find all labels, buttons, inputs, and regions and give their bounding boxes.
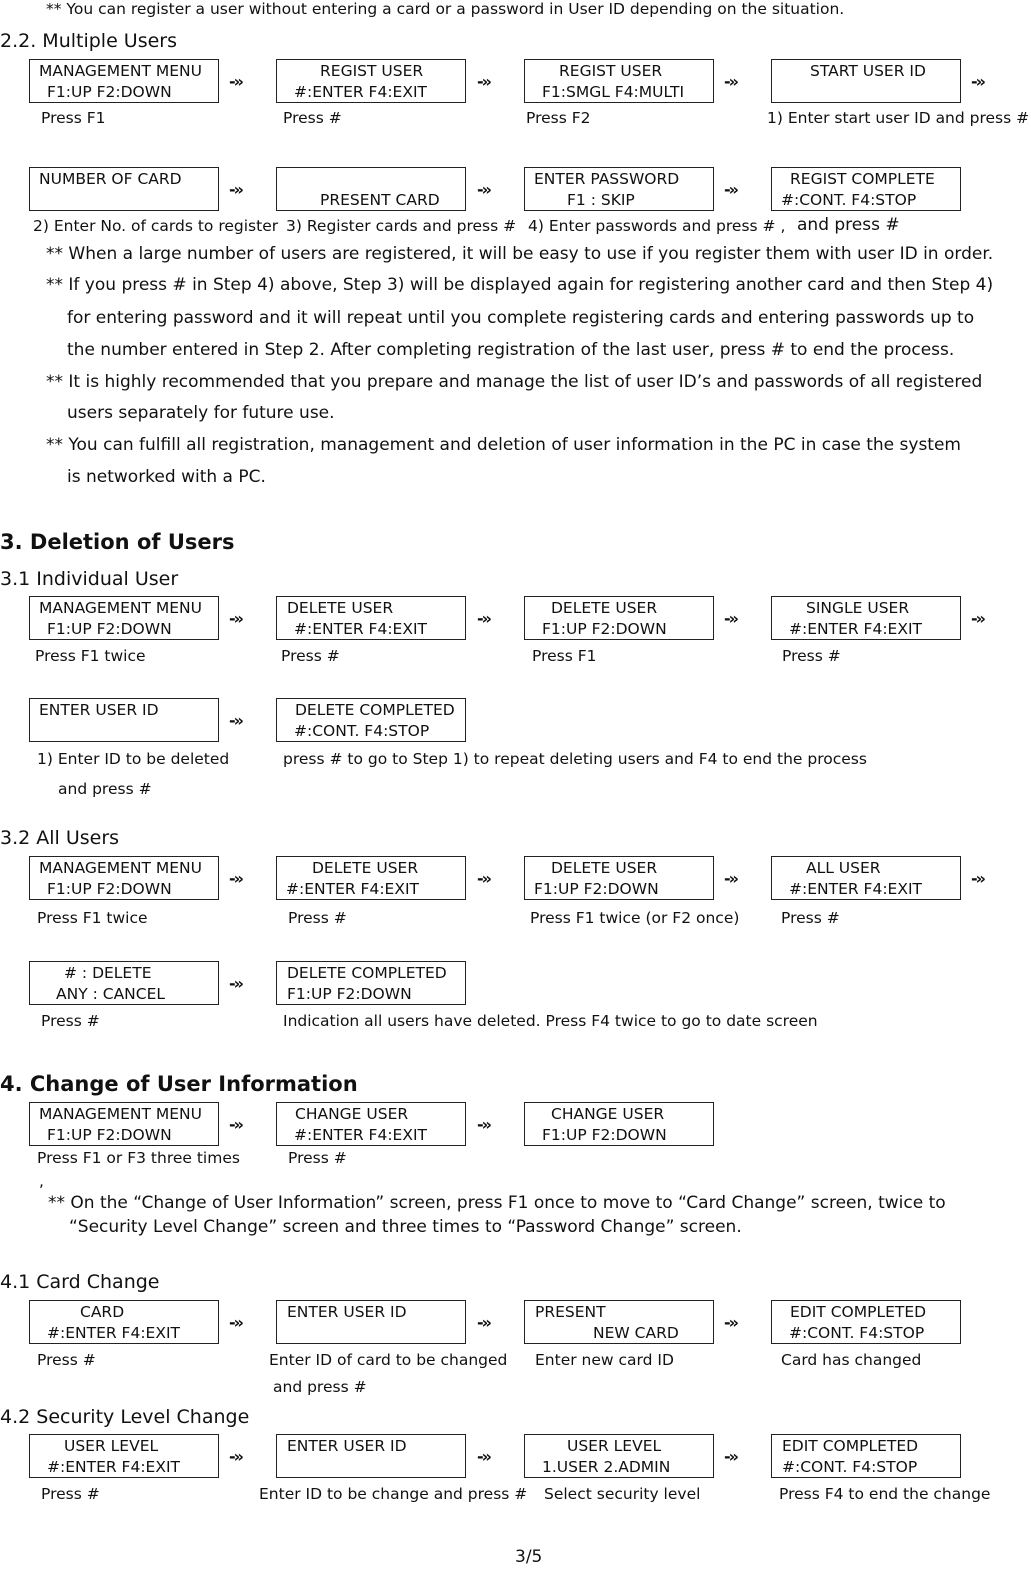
stray-mark: ,: [39, 1172, 44, 1190]
lcd-line2: #:ENTER F4:EXIT: [294, 83, 428, 101]
lcd-line1: NUMBER OF CARD: [39, 170, 182, 188]
lcd-screen: [29, 698, 219, 742]
lcd-line2: #:ENTER F4:EXIT: [47, 1324, 181, 1342]
arrow-icon: -»: [477, 1447, 490, 1466]
lcd-line2: #:CONT. F4:STOP: [781, 191, 917, 209]
step-caption: and press #: [58, 780, 152, 798]
top-note: ** You can register a user without entering a card or a password in User ID depending on the situation.: [46, 0, 845, 18]
lcd-line2: #:ENTER F4:EXIT: [789, 880, 923, 898]
arrow-icon: -»: [971, 609, 984, 628]
lcd-line2: #:ENTER F4:EXIT: [294, 1126, 428, 1144]
arrow-icon: -»: [477, 72, 490, 91]
lcd-screen: [276, 961, 466, 1005]
step-caption: Enter ID to be change and press #: [259, 1485, 528, 1503]
step-caption: 2) Enter No. of cards to register: [33, 217, 279, 235]
arrow-icon: -»: [724, 1447, 737, 1466]
step-caption: Press #: [288, 909, 347, 927]
lcd-screen: [771, 167, 961, 211]
lcd-line1: ENTER USER ID: [287, 1303, 407, 1321]
note-line: ** When a large number of users are registered, it will be easy to use if you register them with user ID in order.: [46, 244, 994, 264]
step-caption: Select security level: [544, 1485, 701, 1503]
arrow-icon: -»: [724, 72, 737, 91]
note-line: ** On the “Change of User Information” screen, press F1 once to move to “Card Change” screen, twice to: [48, 1193, 946, 1213]
lcd-screen: [276, 596, 466, 640]
arrow-icon: -»: [229, 711, 242, 730]
lcd-line2: ANY : CANCEL: [56, 985, 166, 1003]
lcd-line1: EDIT COMPLETED: [782, 1437, 919, 1455]
lcd-line2: F1:SMGL F4:MULTI: [542, 83, 685, 101]
lcd-screen: [276, 59, 466, 103]
lcd-line1: REGIST USER: [320, 62, 424, 80]
lcd-line1: MANAGEMENT MENU: [39, 859, 202, 877]
lcd-screen: [276, 167, 466, 211]
lcd-line1: USER LEVEL: [567, 1437, 662, 1455]
note-line: ** It is highly recommended that you prepare and manage the list of user ID’s and passwords of all registered: [46, 372, 983, 392]
arrow-icon: -»: [477, 1115, 490, 1134]
arrow-icon: -»: [229, 974, 242, 993]
step-caption: 1) Enter start user ID and press #: [767, 109, 1030, 127]
section-2-2-title: 2.2. Multiple Users: [0, 30, 178, 52]
lcd-line2: F1:UP F2:DOWN: [47, 620, 172, 638]
lcd-line2: F1:UP F2:DOWN: [47, 880, 172, 898]
step-caption: Press #: [283, 109, 342, 127]
arrow-icon: -»: [724, 1313, 737, 1332]
lcd-screen: [276, 1300, 466, 1344]
arrow-icon: -»: [229, 869, 242, 888]
step-caption: Press #: [37, 1351, 96, 1369]
lcd-line2: F1:UP F2:DOWN: [542, 1126, 667, 1144]
step-caption: and press #: [797, 215, 900, 235]
lcd-line2: #:CONT. F4:STOP: [294, 722, 430, 740]
page-number: 3/5: [515, 1547, 543, 1567]
lcd-line1: CHANGE USER: [551, 1105, 665, 1123]
lcd-screen: [524, 1300, 714, 1344]
arrow-icon: -»: [724, 869, 737, 888]
lcd-line2: F1:UP F2:DOWN: [47, 83, 172, 101]
lcd-screen: [29, 1434, 219, 1478]
lcd-line1: DELETE USER: [551, 599, 658, 617]
step-caption: Enter ID of card to be changed: [269, 1351, 508, 1369]
step-caption: press # to go to Step 1) to repeat deleting users and F4 to end the process: [283, 750, 867, 768]
note-line: ** If you press # in Step 4) above, Step 3) will be displayed again for registering another card and then Step 4): [46, 275, 994, 295]
step-caption: Press F2: [526, 109, 591, 127]
lcd-screen: [276, 856, 466, 900]
lcd-line1: ENTER USER ID: [39, 701, 159, 719]
step-caption: Enter new card ID: [535, 1351, 674, 1369]
lcd-line2: F1:UP F2:DOWN: [542, 620, 667, 638]
arrow-icon: -»: [724, 609, 737, 628]
lcd-line1: CHANGE USER: [295, 1105, 409, 1123]
step-caption: Press #: [288, 1149, 347, 1167]
lcd-line2: #:ENTER F4:EXIT: [47, 1458, 181, 1476]
lcd-screen: [771, 1434, 961, 1478]
lcd-line2: F1 : SKIP: [567, 191, 635, 209]
section-4-1-title: 4.1 Card Change: [0, 1271, 160, 1293]
lcd-screen: [29, 596, 219, 640]
step-caption: Press F1: [41, 109, 106, 127]
lcd-line2: #:ENTER F4:EXIT: [286, 880, 420, 898]
lcd-screen: [29, 1300, 219, 1344]
lcd-line1: MANAGEMENT MENU: [39, 1105, 202, 1123]
lcd-line1: # : DELETE: [64, 964, 152, 982]
arrow-icon: -»: [477, 609, 490, 628]
arrow-icon: -»: [971, 72, 984, 91]
lcd-screen: [524, 167, 714, 211]
arrow-icon: -»: [971, 869, 984, 888]
lcd-line1: DELETE USER: [312, 859, 419, 877]
lcd-line1: EDIT COMPLETED: [790, 1303, 927, 1321]
step-caption: 4) Enter passwords and press # ,: [528, 217, 786, 235]
arrow-icon: -»: [229, 1115, 242, 1134]
lcd-screen: [771, 596, 961, 640]
lcd-screen: [276, 698, 466, 742]
lcd-screen: [524, 1102, 714, 1146]
lcd-screen: [29, 59, 219, 103]
lcd-line2: #:ENTER F4:EXIT: [789, 620, 923, 638]
lcd-screen: [771, 1300, 961, 1344]
step-caption: Press F1: [532, 647, 597, 665]
lcd-screen: [29, 856, 219, 900]
lcd-screen: [524, 1434, 714, 1478]
step-caption: Card has changed: [781, 1351, 922, 1369]
step-caption: Press #: [41, 1485, 100, 1503]
arrow-icon: -»: [229, 609, 242, 628]
lcd-line1: PRESENT: [535, 1303, 606, 1321]
lcd-screen: [771, 59, 961, 103]
lcd-screen: [771, 856, 961, 900]
lcd-line1: ENTER PASSWORD: [534, 170, 680, 188]
lcd-screen: [524, 59, 714, 103]
section-4-title: 4. Change of User Information: [0, 1072, 358, 1096]
lcd-line1: DELETE USER: [287, 599, 394, 617]
step-caption: and press #: [273, 1378, 367, 1396]
lcd-line2: #:ENTER F4:EXIT: [294, 620, 428, 638]
note-line: ** You can fulfill all registration, management and deletion of user information in the PC in case the system: [46, 435, 961, 455]
note-line: users separately for future use.: [67, 403, 335, 423]
step-caption: 1) Enter ID to be deleted: [37, 750, 230, 768]
lcd-screen: [524, 596, 714, 640]
lcd-screen: [524, 856, 714, 900]
lcd-line1: MANAGEMENT MENU: [39, 599, 202, 617]
lcd-line1: REGIST COMPLETE: [790, 170, 935, 188]
step-caption: Indication all users have deleted. Press F4 twice to go to date screen: [283, 1012, 818, 1030]
section-3-2-title: 3.2 All Users: [0, 827, 120, 849]
lcd-line2: 1.USER 2.ADMIN: [542, 1458, 671, 1476]
note-line: is networked with a PC.: [67, 467, 266, 487]
step-caption: Press F1 twice: [35, 647, 146, 665]
arrow-icon: -»: [477, 180, 490, 199]
lcd-line2: PRESENT CARD: [320, 191, 440, 209]
lcd-line2: F1:UP F2:DOWN: [287, 985, 412, 1003]
step-caption: Press F1 twice: [37, 909, 148, 927]
lcd-line1: SINGLE USER: [806, 599, 910, 617]
step-caption: Press #: [281, 647, 340, 665]
lcd-line2: NEW CARD: [593, 1324, 679, 1342]
arrow-icon: -»: [229, 72, 242, 91]
section-3-title: 3. Deletion of Users: [0, 530, 235, 554]
step-caption: Press #: [781, 909, 840, 927]
lcd-line2: F1:UP F2:DOWN: [47, 1126, 172, 1144]
lcd-line1: ENTER USER ID: [287, 1437, 407, 1455]
arrow-icon: -»: [229, 1447, 242, 1466]
section-3-1-title: 3.1 Individual User: [0, 568, 179, 590]
lcd-line2: #:CONT. F4:STOP: [789, 1324, 925, 1342]
note-line: the number entered in Step 2. After completing registration of the last user, press # to end the process.: [67, 340, 955, 360]
lcd-line1: USER LEVEL: [64, 1437, 159, 1455]
step-caption: Press F4 to end the change: [779, 1485, 991, 1503]
step-caption: Press #: [41, 1012, 100, 1030]
lcd-line1: ALL USER: [806, 859, 881, 877]
step-caption: Press #: [782, 647, 841, 665]
step-caption: 3) Register cards and press #: [286, 217, 517, 235]
arrow-icon: -»: [477, 869, 490, 888]
section-4-2-title: 4.2 Security Level Change: [0, 1406, 250, 1428]
step-caption: Press F1 or F3 three times: [37, 1149, 240, 1167]
lcd-screen: [276, 1102, 466, 1146]
arrow-icon: -»: [229, 1313, 242, 1332]
lcd-line1: CARD: [80, 1303, 125, 1321]
lcd-screen: [29, 167, 219, 211]
lcd-screen: [276, 1434, 466, 1478]
lcd-line1: START USER ID: [810, 62, 926, 80]
lcd-line1: MANAGEMENT MENU: [39, 62, 202, 80]
lcd-line1: DELETE USER: [551, 859, 658, 877]
arrow-icon: -»: [229, 180, 242, 199]
arrow-icon: -»: [724, 180, 737, 199]
lcd-line2: F1:UP F2:DOWN: [534, 880, 659, 898]
lcd-line1: REGIST USER: [559, 62, 663, 80]
lcd-screen: [29, 961, 219, 1005]
lcd-line1: DELETE COMPLETED: [287, 964, 447, 982]
lcd-screen: [29, 1102, 219, 1146]
note-line: for entering password and it will repeat until you complete registering cards and entering passwords up to: [67, 308, 975, 328]
arrow-icon: -»: [477, 1313, 490, 1332]
lcd-line2: #:CONT. F4:STOP: [782, 1458, 918, 1476]
lcd-line1: DELETE COMPLETED: [295, 701, 455, 719]
note-line: “Security Level Change” screen and three times to “Password Change” screen.: [69, 1217, 742, 1237]
step-caption: Press F1 twice (or F2 once): [530, 909, 740, 927]
